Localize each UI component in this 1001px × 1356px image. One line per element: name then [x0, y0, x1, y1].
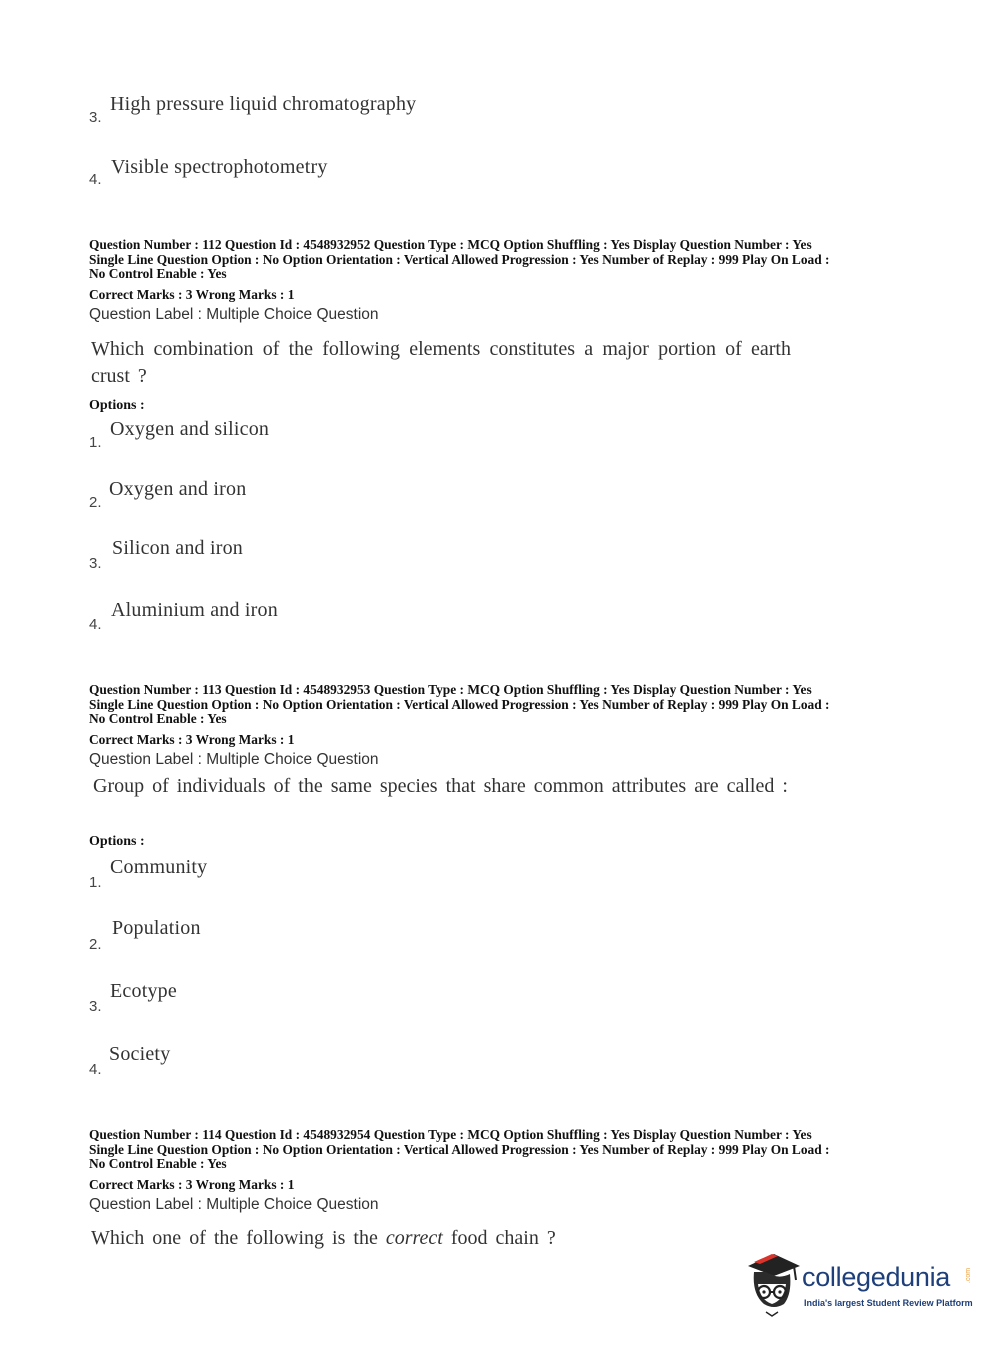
option-text: Oxygen and iron [109, 478, 247, 500]
logo-suffix: .com [965, 1267, 973, 1284]
option-number: 3. [89, 555, 102, 572]
option-text: Silicon and iron [112, 537, 243, 559]
marks-info: Correct Marks : 3 Wrong Marks : 1 [89, 732, 295, 747]
metadata-line: Single Line Question Option : No Option Orientation : Vertical Allowed Progression : Yes Number of Replay : 999 Play On Load : [89, 251, 830, 267]
logo-tagline: India's largest Student Review Platform [804, 1298, 973, 1308]
metadata-line: Single Line Question Option : No Option Orientation : Vertical Allowed Progression : Yes Number of Replay : 999 Play On Load : [89, 1141, 830, 1157]
metadata-line: No Control Enable : Yes [89, 711, 227, 727]
metadata-line: No Control Enable : Yes [89, 1156, 227, 1172]
metadata-line: Question Number : 112 Question Id : 4548932952 Question Type : MCQ Option Shuffling : Yes Display Question Number : Yes [89, 237, 812, 252]
question-text [91, 1225, 791, 1252]
metadata-line: Question Number : 113 Question Id : 4548932953 Question Type : MCQ Option Shuffling : Yes Display Question Number : Yes [89, 682, 812, 697]
option-text: Community [110, 856, 208, 878]
metadata-line: Question Number : 114 Question Id : 4548932954 Question Type : MCQ Option Shuffling : Yes Display Question Number : Yes [89, 1127, 812, 1142]
options-label: Options : [89, 834, 145, 849]
option-text: Aluminium and iron [111, 599, 278, 621]
option-number: 3. [89, 109, 102, 126]
marks-info: Correct Marks : 3 Wrong Marks : 1 [89, 1177, 295, 1192]
question-text-part: food chain ? [442, 1227, 556, 1249]
option-number: 4. [89, 171, 102, 188]
metadata-line: Single Line Question Option : No Option Orientation : Vertical Allowed Progression : Yes Number of Replay : 999 Play On Load : [89, 696, 830, 712]
question-label: Question Label : Multiple Choice Question [89, 751, 379, 768]
question-text-part: Which one of the following is the [91, 1227, 386, 1249]
question-text: Group of individuals of the same species that share common attributes are called : [93, 775, 788, 797]
option-number: 4. [89, 1061, 102, 1078]
options-label: Options : [89, 398, 145, 413]
marks-info: Correct Marks : 3 Wrong Marks : 1 [89, 287, 295, 302]
option-text: Visible spectrophotometry [111, 156, 328, 178]
mascot-icon [742, 1250, 802, 1320]
question-text: Which combination of the following elements constitutes a major portion of earth crust ? [91, 338, 791, 387]
option-text: High pressure liquid chromatography [110, 93, 417, 115]
question-text-emphasis: correct [385, 1227, 443, 1249]
option-number: 1. [89, 434, 102, 451]
metadata-line: No Control Enable : Yes [89, 266, 227, 282]
option-number: 2. [89, 936, 102, 953]
option-text: Society [109, 1043, 171, 1065]
logo-wordmark: collegedunia [802, 1262, 951, 1292]
question-label: Question Label : Multiple Choice Question [89, 306, 379, 323]
question-metadata [89, 1128, 919, 1172]
collegedunia-logo [742, 1250, 972, 1320]
question-metadata [89, 683, 919, 727]
option-number: 1. [89, 874, 102, 891]
option-number: 4. [89, 616, 102, 633]
question-label: Question Label : Multiple Choice Question [89, 1196, 379, 1213]
option-number: 2. [89, 494, 102, 511]
option-text: Ecotype [110, 980, 177, 1002]
option-text: Oxygen and silicon [110, 418, 270, 440]
option-number: 3. [89, 998, 102, 1015]
option-text: Population [112, 917, 201, 939]
question-metadata [89, 238, 919, 282]
